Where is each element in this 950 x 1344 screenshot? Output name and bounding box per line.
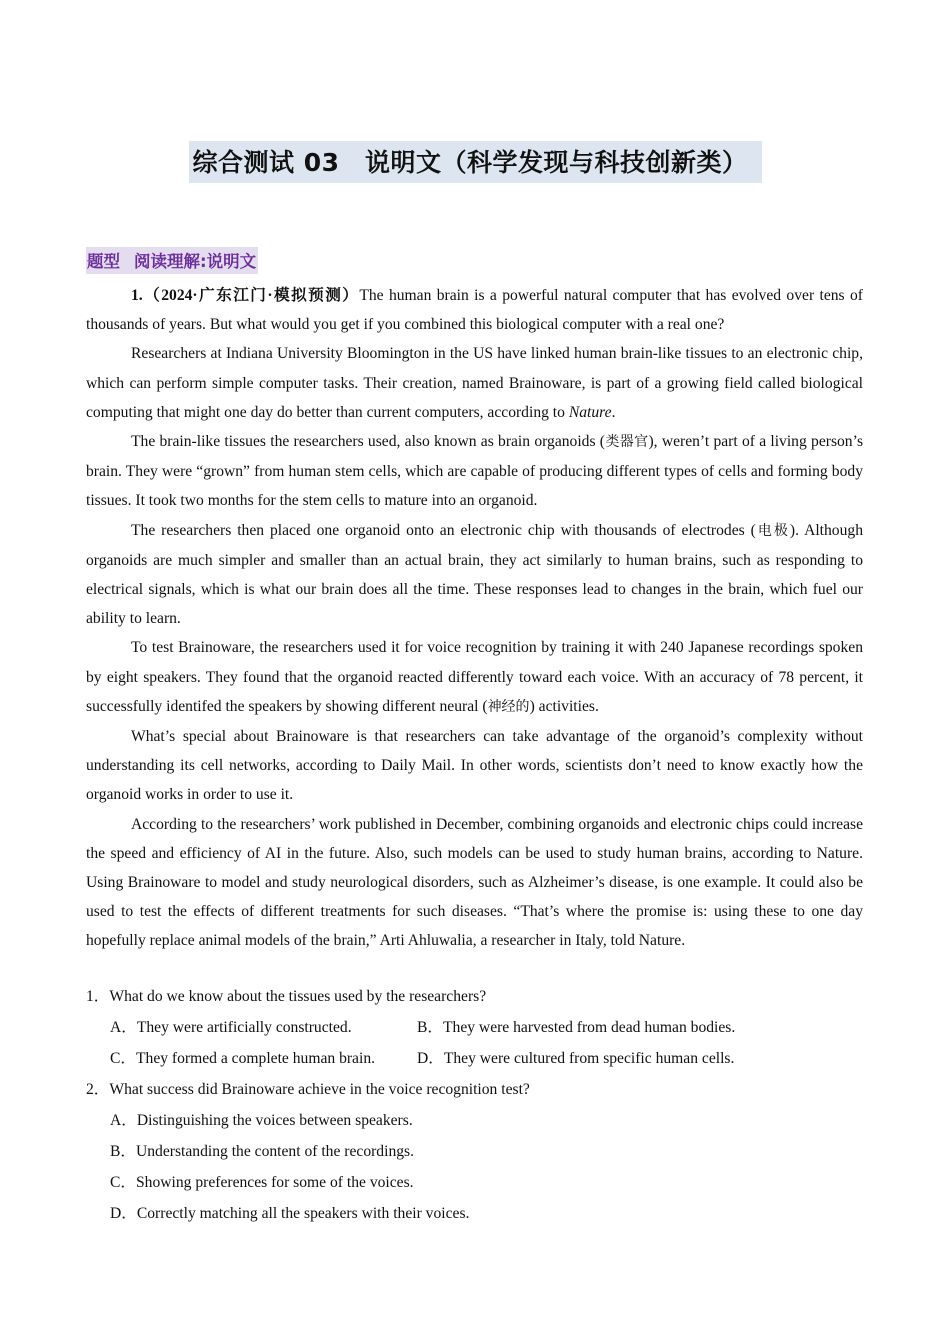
reading-passage — [86, 281, 863, 956]
paragraph-text: Researchers at Indiana University Bloomington in the US have linked human brain-like tissues to an electronic chip, which can perform simple computer tasks. Their creation, named Brainoware, is part of a growing field called biological computing that might one day do better than current computers, according to — [86, 345, 863, 421]
question-2-option-c[interactable]: C．Showing preferences for some of the voices. — [110, 1174, 414, 1191]
question-2-option-d[interactable]: D．Correctly matching all the speakers with their voices. — [110, 1205, 470, 1222]
paragraph-text: The human brain is a powerful natural computer that has evolved over tens of thousands of years. But what would you get if you combined this biological computer with a real one? — [86, 287, 863, 334]
question-source: 1.（2024·广东江门·模拟预测） — [131, 287, 360, 304]
chinese-gloss: 神经的 — [487, 698, 530, 715]
question-1-option-d[interactable]: D．They were cultured from specific human cells. — [417, 1050, 735, 1067]
paragraph-text: ). Although organoids are much simpler and smaller than an actual brain, they act similarly to human brains, such as responding to electrical signals, which is what our brain does all the time. These responses lead to changes in the brain, which fuel our ability to learn. — [86, 521, 863, 628]
question-2-option-b[interactable]: B．Understanding the content of the recordings. — [110, 1143, 415, 1160]
section-tag — [86, 247, 258, 274]
question-1-option-a[interactable]: A．They were artificially constructed. — [110, 1019, 352, 1036]
title-container — [0, 141, 950, 183]
paragraph-text: ), weren’t part of a living person’s brain. They were “grown” from human stem cells, which are capable of producing different types of cells and forming body tissues. It took two months for the stem cells to mature into an organoid. — [86, 433, 864, 510]
passage-paragraph-3 — [86, 427, 863, 516]
question-1-stem: 1．What do we know about the tissues used by the researchers? — [86, 988, 487, 1005]
question-1-option-c[interactable]: C．They formed a complete human brain. — [110, 1050, 376, 1067]
question-2-stem: 2．What success did Brainoware achieve in the voice recognition test? — [86, 1081, 530, 1098]
passage-paragraph-2 — [86, 339, 863, 427]
question-1-option-b[interactable]: B．They were harvested from dead human bodies. — [417, 1019, 736, 1036]
paragraph-text: To test Brainoware, the researchers used it for voice recognition by training it with 240 Japanese recordings spoken by eight speakers. They found that the organoid reacted differently toward each voice. With an accuracy of 78 percent, it successfully identifed the speakers by showing different neural ( — [86, 639, 863, 715]
question-2-option-a[interactable]: A．Distinguishing the voices between speakers. — [110, 1112, 413, 1129]
section-tag-label: 阅读理解:说明文 — [134, 252, 257, 271]
passage-paragraph-7: According to the researchers’ work published in December, combining organoids and electronic chips could increase the speed and efficiency of AI in the future. Also, such models can be used to study human brains, according to Nature. Using Brainoware to model and study neurological disorders, such as Alzheimer’s disease, is one example. It could also be used to test the effects of different treatments for such diseases. “That’s where the promise is: using these to one day hopefully replace animal models of the brain,” Arti Ahluwalia, a researcher in Italy, told Nature. — [86, 815, 863, 950]
paragraph-text: The brain-like tissues the researchers used, also known as brain organoids ( — [131, 433, 606, 451]
passage-paragraph-6: What’s special about Brainoware is that researchers can take advantage of the organoid’s complexity without understanding its cell networks, according to Daily Mail. In other words, scientists don’t need to know exactly how the organoid works in order to use it. — [86, 728, 863, 804]
passage-paragraph-1 — [86, 281, 863, 339]
paragraph-text: . — [611, 403, 616, 421]
passage-paragraph-5 — [86, 633, 863, 722]
chinese-gloss: 电极 — [755, 522, 790, 539]
journal-name: Nature — [568, 403, 612, 421]
paragraph-text: ) activities. — [529, 697, 599, 715]
passage-paragraph-4 — [86, 516, 863, 634]
page-title: 综合测试 03 说明文（科学发现与科技创新类） — [189, 141, 762, 183]
chinese-gloss: 类器官 — [605, 434, 649, 451]
section-tag-type: 题型 — [87, 252, 120, 271]
paragraph-text: The researchers then placed one organoid onto an electronic chip with thousands of electrodes ( — [131, 521, 756, 539]
